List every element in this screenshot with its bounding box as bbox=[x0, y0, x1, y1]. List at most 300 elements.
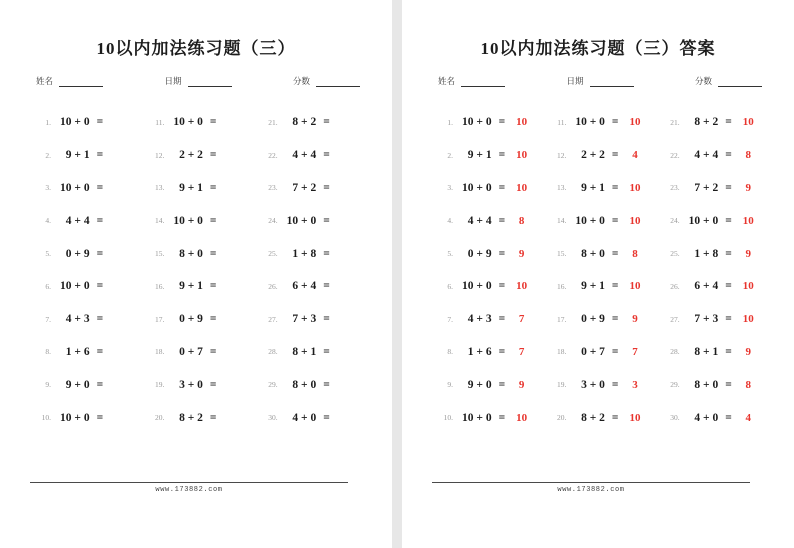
problem-row bbox=[551, 139, 664, 172]
operand-b: 0 bbox=[83, 181, 90, 194]
operand-a: 8 bbox=[292, 345, 299, 358]
problem-row bbox=[149, 401, 262, 434]
plus-sign: + bbox=[700, 378, 713, 391]
footer-url: www.173882.com bbox=[155, 486, 223, 494]
answers-grid bbox=[438, 106, 778, 434]
equals-sign: = bbox=[209, 378, 217, 391]
equals-sign: = bbox=[96, 345, 104, 358]
operand-a: 1 bbox=[292, 247, 299, 260]
operand-a: 0 bbox=[179, 345, 185, 358]
operand-b: 0 bbox=[310, 411, 317, 424]
problem-row bbox=[438, 336, 551, 369]
operand-a: 10 bbox=[462, 116, 474, 129]
operand-a: 4 bbox=[65, 313, 72, 326]
plus-sign: + bbox=[586, 181, 600, 194]
problem-row bbox=[36, 401, 149, 434]
operand-b: 9 bbox=[599, 313, 605, 326]
problem-number: 27. bbox=[670, 314, 680, 324]
operand-a: 0 bbox=[467, 247, 474, 260]
equals-sign: = bbox=[725, 181, 732, 194]
equals-sign: = bbox=[323, 345, 330, 358]
problem-number: 5. bbox=[45, 249, 51, 259]
name-field bbox=[36, 75, 103, 87]
equals-sign: = bbox=[498, 313, 506, 326]
plus-sign: + bbox=[586, 280, 600, 293]
problem-number: 25. bbox=[670, 249, 680, 259]
problem-row bbox=[263, 204, 376, 237]
operand-b: 3 bbox=[485, 313, 492, 326]
equals-sign: = bbox=[323, 181, 330, 194]
plus-sign: + bbox=[184, 280, 198, 293]
operand-b: 0 bbox=[485, 378, 492, 391]
answer-value: 8 bbox=[632, 247, 638, 260]
equals-sign: = bbox=[611, 345, 619, 358]
operand-a: 10 bbox=[462, 280, 474, 293]
equals-sign: = bbox=[209, 313, 217, 326]
equals-sign: = bbox=[323, 214, 330, 227]
plus-sign: + bbox=[700, 345, 713, 358]
equals-sign: = bbox=[96, 280, 104, 293]
operand-b: 1 bbox=[197, 280, 203, 293]
equals-sign: = bbox=[209, 214, 217, 227]
equals-sign: = bbox=[725, 116, 732, 129]
operand-b: 1 bbox=[83, 149, 90, 162]
problem-row bbox=[263, 401, 376, 434]
operand-b: 0 bbox=[197, 214, 203, 227]
plus-sign: + bbox=[586, 345, 600, 358]
operand-a: 8 bbox=[694, 345, 701, 358]
operand-a: 8 bbox=[581, 247, 587, 260]
operand-b: 1 bbox=[485, 149, 492, 162]
footer-rule bbox=[30, 482, 348, 483]
plus-sign: + bbox=[71, 214, 84, 227]
equals-sign: = bbox=[209, 116, 217, 129]
problem-number: 2. bbox=[447, 150, 453, 160]
operand-b: 0 bbox=[197, 378, 203, 391]
equals-sign: = bbox=[611, 378, 619, 391]
operand-b: 2 bbox=[310, 116, 317, 129]
operand-a: 9 bbox=[467, 149, 474, 162]
operand-b: 2 bbox=[599, 149, 605, 162]
plus-sign: + bbox=[71, 116, 84, 129]
operand-a: 9 bbox=[467, 378, 474, 391]
problem-row bbox=[551, 106, 664, 139]
operand-a: 10 bbox=[60, 181, 72, 194]
name-label: 姓名 bbox=[36, 76, 54, 86]
problem-row bbox=[36, 172, 149, 205]
operand-b: 0 bbox=[712, 378, 719, 391]
answer-value: 10 bbox=[516, 280, 528, 293]
problem-row bbox=[438, 106, 551, 139]
operand-a: 8 bbox=[292, 116, 299, 129]
problem-row bbox=[149, 303, 262, 336]
plus-sign: + bbox=[586, 378, 600, 391]
problem-number: 12. bbox=[556, 150, 567, 160]
problem-row bbox=[149, 270, 262, 303]
operand-a: 10 bbox=[286, 214, 299, 227]
plus-sign: + bbox=[184, 181, 198, 194]
operand-b: 3 bbox=[712, 313, 719, 326]
problem-number: 11. bbox=[557, 117, 567, 127]
operand-a: 7 bbox=[694, 313, 701, 326]
page-title: 10以内加法练习题（三） bbox=[96, 39, 296, 58]
answer-value: 9 bbox=[518, 378, 525, 391]
equals-sign: = bbox=[209, 247, 217, 260]
operand-a: 9 bbox=[581, 181, 587, 194]
problem-row bbox=[438, 204, 551, 237]
operand-b: 0 bbox=[83, 116, 90, 129]
problem-number: 3. bbox=[447, 183, 453, 193]
score-label: 分数 bbox=[694, 76, 712, 86]
operand-a: 1 bbox=[467, 345, 474, 358]
operand-b: 0 bbox=[485, 411, 492, 424]
equals-sign: = bbox=[323, 313, 330, 326]
problem-number: 1. bbox=[45, 117, 51, 127]
problem-row bbox=[665, 139, 778, 172]
plus-sign: + bbox=[298, 116, 311, 129]
answer-value: 10 bbox=[742, 313, 754, 326]
problem-number: 18. bbox=[154, 347, 165, 357]
score-blank-line bbox=[718, 76, 762, 87]
plus-sign: + bbox=[298, 313, 311, 326]
operand-a: 10 bbox=[575, 116, 587, 129]
operand-a: 0 bbox=[581, 313, 587, 326]
problem-number: 26. bbox=[670, 281, 680, 291]
operand-a: 10 bbox=[462, 181, 474, 194]
problem-number: 3. bbox=[45, 183, 51, 193]
operand-a: 10 bbox=[173, 116, 185, 129]
problem-number: 4. bbox=[45, 216, 51, 226]
answer-value: 10 bbox=[516, 181, 528, 194]
plus-sign: + bbox=[473, 149, 486, 162]
name-blank-line bbox=[59, 76, 103, 87]
operand-a: 8 bbox=[581, 411, 587, 424]
problem-number: 21. bbox=[268, 117, 278, 127]
answer-value: 10 bbox=[742, 280, 754, 293]
problem-number: 28. bbox=[268, 347, 278, 357]
plus-sign: + bbox=[473, 116, 486, 129]
plus-sign: + bbox=[473, 313, 486, 326]
operand-a: 10 bbox=[688, 214, 701, 227]
operand-b: 1 bbox=[599, 280, 605, 293]
equals-sign: = bbox=[96, 313, 104, 326]
operand-b: 4 bbox=[712, 280, 719, 293]
problem-number: 19. bbox=[556, 380, 567, 390]
operand-b: 1 bbox=[310, 345, 317, 358]
plus-sign: + bbox=[473, 280, 486, 293]
operand-b: 4 bbox=[83, 214, 90, 227]
problem-number: 24. bbox=[670, 216, 680, 226]
equals-sign: = bbox=[323, 411, 330, 424]
plus-sign: + bbox=[586, 214, 600, 227]
problem-row bbox=[551, 303, 664, 336]
plus-sign: + bbox=[184, 149, 198, 162]
problem-number: 6. bbox=[45, 281, 51, 291]
operand-a: 7 bbox=[694, 181, 701, 194]
operand-a: 8 bbox=[179, 411, 185, 424]
answer-value: 10 bbox=[516, 411, 528, 424]
operand-b: 8 bbox=[310, 247, 317, 260]
problem-row bbox=[665, 303, 778, 336]
problem-number: 8. bbox=[447, 347, 453, 357]
answer-value: 7 bbox=[518, 313, 525, 326]
plus-sign: + bbox=[473, 247, 486, 260]
plus-sign: + bbox=[298, 378, 311, 391]
operand-a: 9 bbox=[65, 149, 72, 162]
problem-row bbox=[263, 303, 376, 336]
problem-number: 9. bbox=[45, 380, 51, 390]
problem-number: 19. bbox=[154, 380, 165, 390]
equals-sign: = bbox=[498, 181, 506, 194]
problem-number: 24. bbox=[268, 216, 278, 226]
problem-number: 7. bbox=[447, 314, 453, 324]
plus-sign: + bbox=[184, 345, 198, 358]
problem-number: 16. bbox=[556, 281, 567, 291]
problem-row bbox=[36, 336, 149, 369]
plus-sign: + bbox=[700, 313, 713, 326]
equals-sign: = bbox=[611, 411, 619, 424]
operand-a: 9 bbox=[65, 378, 72, 391]
problem-number: 18. bbox=[556, 347, 567, 357]
operand-a: 2 bbox=[179, 149, 185, 162]
answer-page bbox=[402, 0, 794, 548]
equals-sign: = bbox=[611, 116, 619, 129]
equals-sign: = bbox=[725, 411, 732, 424]
operand-b: 2 bbox=[197, 411, 203, 424]
operand-a: 9 bbox=[179, 181, 185, 194]
answer-value: 10 bbox=[629, 116, 641, 129]
answer-value: 9 bbox=[745, 181, 752, 194]
equals-sign: = bbox=[611, 149, 619, 162]
equals-sign: = bbox=[725, 247, 732, 260]
problem-row bbox=[551, 172, 664, 205]
problem-row bbox=[263, 237, 376, 270]
equals-sign: = bbox=[323, 116, 330, 129]
equals-sign: = bbox=[209, 411, 217, 424]
plus-sign: + bbox=[700, 411, 713, 424]
equals-sign: = bbox=[209, 181, 217, 194]
equals-sign: = bbox=[611, 280, 619, 293]
problem-number: 22. bbox=[670, 150, 680, 160]
answer-value: 8 bbox=[745, 149, 752, 162]
problem-row bbox=[263, 172, 376, 205]
plus-sign: + bbox=[298, 345, 311, 358]
plus-sign: + bbox=[473, 181, 486, 194]
equals-sign: = bbox=[323, 247, 330, 260]
problem-row bbox=[665, 172, 778, 205]
problem-row bbox=[551, 336, 664, 369]
plus-sign: + bbox=[298, 411, 311, 424]
equals-sign: = bbox=[96, 149, 104, 162]
plus-sign: + bbox=[298, 280, 311, 293]
operand-a: 0 bbox=[65, 247, 72, 260]
operand-b: 0 bbox=[197, 247, 203, 260]
equals-sign: = bbox=[209, 280, 217, 293]
plus-sign: + bbox=[298, 247, 311, 260]
problem-number: 23. bbox=[268, 183, 278, 193]
problem-number: 5. bbox=[447, 249, 453, 259]
operand-b: 8 bbox=[712, 247, 719, 260]
plus-sign: + bbox=[184, 378, 198, 391]
name-label: 姓名 bbox=[438, 76, 456, 86]
equals-sign: = bbox=[323, 378, 330, 391]
date-field bbox=[566, 75, 633, 87]
equals-sign: = bbox=[498, 345, 506, 358]
operand-a: 4 bbox=[467, 313, 474, 326]
problem-row bbox=[551, 401, 664, 434]
operand-a: 3 bbox=[581, 378, 587, 391]
operand-b: 3 bbox=[310, 313, 317, 326]
problem-row bbox=[263, 139, 376, 172]
problem-row bbox=[438, 368, 551, 401]
operand-b: 0 bbox=[712, 411, 719, 424]
plus-sign: + bbox=[586, 313, 600, 326]
problem-number: 15. bbox=[154, 249, 165, 259]
operand-a: 4 bbox=[694, 149, 701, 162]
problem-row bbox=[438, 139, 551, 172]
header-fields bbox=[36, 75, 360, 87]
problem-row bbox=[551, 237, 664, 270]
problem-number: 10. bbox=[41, 413, 51, 423]
problem-row bbox=[665, 336, 778, 369]
equals-sign: = bbox=[96, 411, 104, 424]
problem-row bbox=[149, 204, 262, 237]
problem-number: 13. bbox=[556, 183, 567, 193]
operand-b: 4 bbox=[485, 214, 492, 227]
equals-sign: = bbox=[611, 247, 619, 260]
equals-sign: = bbox=[96, 378, 104, 391]
operand-b: 0 bbox=[599, 378, 605, 391]
date-blank-line bbox=[590, 76, 634, 87]
operand-a: 4 bbox=[292, 411, 299, 424]
answer-value: 10 bbox=[516, 116, 528, 129]
operand-b: 6 bbox=[83, 345, 90, 358]
problem-row bbox=[438, 172, 551, 205]
operand-b: 4 bbox=[310, 149, 317, 162]
plus-sign: + bbox=[586, 149, 600, 162]
problem-number: 20. bbox=[154, 413, 165, 423]
problem-number: 25. bbox=[268, 249, 278, 259]
equals-sign: = bbox=[725, 214, 732, 227]
footer-rule bbox=[432, 482, 750, 483]
answer-value: 4 bbox=[745, 411, 752, 424]
date-blank-line bbox=[188, 76, 232, 87]
problem-number: 17. bbox=[154, 314, 165, 324]
operand-b: 9 bbox=[485, 247, 492, 260]
plus-sign: + bbox=[184, 247, 198, 260]
plus-sign: + bbox=[700, 280, 713, 293]
plus-sign: + bbox=[71, 345, 84, 358]
plus-sign: + bbox=[71, 280, 84, 293]
answer-value: 9 bbox=[745, 345, 752, 358]
answer-value: 10 bbox=[742, 214, 754, 227]
operand-b: 4 bbox=[712, 149, 719, 162]
problem-number: 15. bbox=[556, 249, 567, 259]
operand-b: 0 bbox=[310, 378, 317, 391]
equals-sign: = bbox=[498, 411, 506, 424]
equals-sign: = bbox=[498, 378, 506, 391]
operand-b: 0 bbox=[712, 214, 719, 227]
problem-row bbox=[36, 303, 149, 336]
answer-value: 4 bbox=[632, 149, 638, 162]
problem-number: 4. bbox=[447, 216, 453, 226]
score-field bbox=[293, 75, 360, 87]
problem-row bbox=[665, 237, 778, 270]
equals-sign: = bbox=[725, 280, 732, 293]
plus-sign: + bbox=[586, 247, 600, 260]
equals-sign: = bbox=[611, 214, 619, 227]
worksheet-page bbox=[0, 0, 392, 548]
plus-sign: + bbox=[71, 411, 84, 424]
operand-a: 7 bbox=[292, 181, 299, 194]
operand-a: 4 bbox=[694, 411, 701, 424]
operand-b: 6 bbox=[485, 345, 492, 358]
plus-sign: + bbox=[298, 181, 311, 194]
answer-value: 10 bbox=[516, 149, 528, 162]
problem-number: 29. bbox=[670, 380, 680, 390]
problem-number: 8. bbox=[45, 347, 51, 357]
operand-a: 4 bbox=[292, 149, 299, 162]
date-label: 日期 bbox=[566, 76, 584, 86]
equals-sign: = bbox=[498, 247, 506, 260]
plus-sign: + bbox=[184, 411, 198, 424]
operand-a: 9 bbox=[581, 280, 587, 293]
equals-sign: = bbox=[498, 116, 506, 129]
header-fields bbox=[438, 75, 762, 87]
problem-row bbox=[263, 270, 376, 303]
operand-b: 7 bbox=[599, 345, 605, 358]
plus-sign: + bbox=[298, 149, 311, 162]
plus-sign: + bbox=[700, 247, 713, 260]
answer-value: 10 bbox=[629, 214, 641, 227]
date-field bbox=[164, 75, 231, 87]
plus-sign: + bbox=[700, 116, 713, 129]
problem-number: 16. bbox=[154, 281, 165, 291]
answer-value: 3 bbox=[632, 378, 638, 391]
page-title: 10以内加法练习题（三）答案 bbox=[480, 39, 716, 58]
equals-sign: = bbox=[725, 345, 732, 358]
problem-row bbox=[665, 106, 778, 139]
equals-sign: = bbox=[96, 247, 104, 260]
operand-b: 9 bbox=[83, 247, 90, 260]
plus-sign: + bbox=[473, 345, 486, 358]
operand-b: 1 bbox=[712, 345, 719, 358]
problem-row bbox=[36, 270, 149, 303]
operand-a: 1 bbox=[65, 345, 72, 358]
plus-sign: + bbox=[71, 378, 84, 391]
operand-a: 7 bbox=[292, 313, 299, 326]
plus-sign: + bbox=[184, 116, 198, 129]
problem-number: 22. bbox=[268, 150, 278, 160]
problem-row bbox=[665, 401, 778, 434]
equals-sign: = bbox=[498, 280, 506, 293]
plus-sign: + bbox=[586, 116, 600, 129]
operand-b: 2 bbox=[712, 181, 719, 194]
operand-a: 0 bbox=[581, 345, 587, 358]
plus-sign: + bbox=[700, 149, 713, 162]
page-gap-divider bbox=[392, 0, 402, 548]
operand-b: 0 bbox=[599, 214, 605, 227]
problem-number: 14. bbox=[556, 216, 567, 226]
operand-b: 0 bbox=[485, 181, 492, 194]
operand-b: 2 bbox=[712, 116, 719, 129]
problem-row bbox=[149, 172, 262, 205]
operand-b: 0 bbox=[485, 280, 492, 293]
operand-a: 10 bbox=[60, 411, 72, 424]
problem-row bbox=[665, 368, 778, 401]
answer-value: 7 bbox=[518, 345, 525, 358]
operand-a: 10 bbox=[60, 116, 72, 129]
